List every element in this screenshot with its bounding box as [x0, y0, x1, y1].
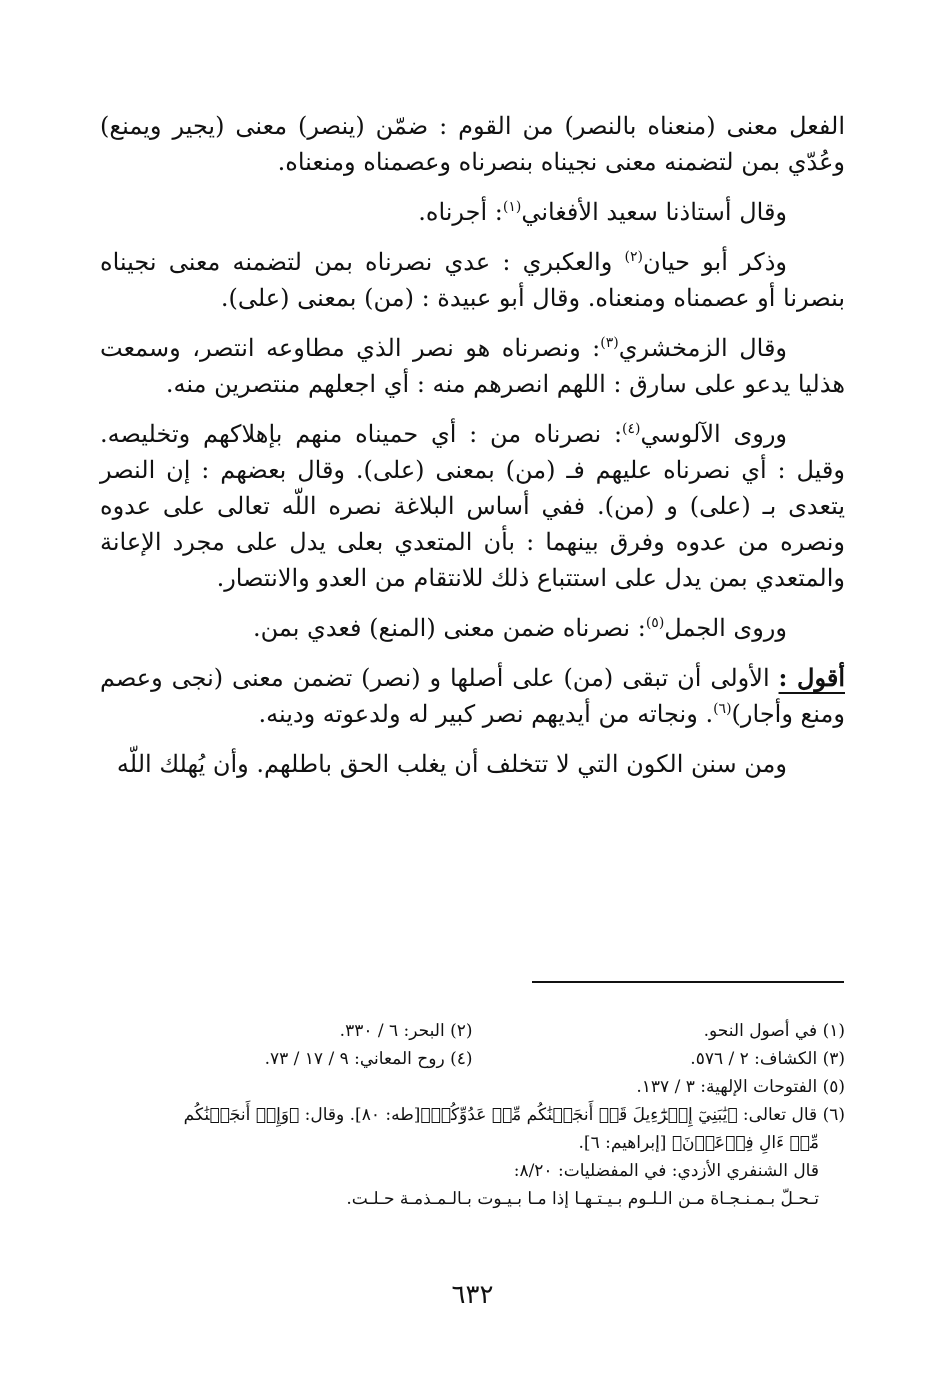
footnote-row: [100, 1017, 845, 1045]
footnote-3: (٣) الكشاف: ٢ / ٥٧٦.: [690, 1049, 845, 1069]
paragraph-3: وذكر أبو حيان$^{(٢)}$ والعكبري : عدي نصرناه بمن لتضمنه معنى نجيناه بنصرنا أو عصمناه ومنعناه. وقال أبو عبيدة : (من) بمعنى (على).: [100, 248, 845, 312]
footnote-2: (٢) البحر: ٦ / ٣٣٠.: [339, 1021, 473, 1041]
paragraph-6: وروى الجمل$^{(٥)}$: نصرناه ضمن معنى (المنع) فعدي بمن.: [252, 614, 787, 642]
footnote-6: (٦) قال تعالى: ﴿يَٰبَنِيٓ إِسۡرَٰٓءِيلَ قَدۡ أَنجَيۡنَٰكُم مِّنۡ عَدُوِّكُمۡ﴾[طه: ٨٠]. وقال: ﴿وَإِذۡ أَنجَيۡنَٰكُم: [183, 1105, 845, 1125]
paragraph-8: ومن سنن الكون التي لا تتخلف أن يغلب الحق باطلهم. وأن يُهلك اللّه: [116, 750, 787, 778]
first-word: أقول :: [778, 663, 845, 692]
footnote-row: [100, 1045, 845, 1073]
footnote-ref-6[interactable]: (٦): [713, 701, 732, 717]
footnote-separator: [532, 981, 844, 983]
footnote-4: (٤) روح المعاني: ٩ / ١٧ / ٧٣.: [264, 1049, 473, 1069]
footnote-5: (٥) الفتوحات الإلهية: ٣ / ١٣٧.: [636, 1077, 845, 1097]
page-number: ٦٣٢: [451, 1280, 494, 1310]
footnote-ref-2[interactable]: (٢): [624, 249, 643, 265]
paragraph-1: الفعل معنى (منعناه بالنصر) من القوم : ضمّن (ينصر) معنى (يجير ويمنع) وعُدّي بمن لتضمنه معنى نجيناه بنصرناه وعصمناه ومنعناه.: [100, 112, 845, 176]
paragraph-5: وروى الآلوسي$^{(٤)}$: نصرناه من : أي حميناه منهم بإهلاكهم وتخليصه. وقيل : أي نصرناه عليهم فـ (من) بمعنى (على). وقال بعضهم : إن النصر يتعدى بـ (على) و (من). ففي أساس البلاغة نصره اللّه تعالى على عدوه ونصره من عدوه وفرق بينهما : بأن المتعدي بعلى يدل على مجرد الإعانة والمتعدي بمن يدل على استتباع ذلك للانتقام من العدو والانتصار.: [100, 420, 845, 592]
main-text: [100, 108, 845, 796]
footnotes: [100, 1017, 845, 1213]
footnote-1: (١) في أصول النحو.: [703, 1021, 845, 1041]
footnote-ref-1[interactable]: (١): [502, 199, 522, 215]
paragraph-7: أقول : الأولى أن تبقى (من) على أصلها و (نصر) تضمن معنى (نجى وعصم ومنع وأجار)$^{(٦)}$. ونجاته من أيديهم نصر كبير له ولدعوته ودينه.: [100, 663, 845, 728]
footnote-6-continued: مِّنۡ ءَالِ فِرۡعَوۡنَ﴾ [إبراهيم: ٦].: [578, 1133, 819, 1153]
footnote-ref-5[interactable]: (٥): [645, 615, 665, 631]
paragraph-4: وقال الزمخشري$^{(٣)}$: ونصرناه هو نصر الذي مطاوعه انتصر، وسمعت هذليا يدعو على سارق : اللهم انصرهم منه : أي اجعلهم منتصرين منه.: [100, 334, 845, 398]
footnote-6-citation: قال الشنفري الأزدي: في المفضليات: ٨/٢٠:: [513, 1161, 819, 1181]
footnote-ref-3[interactable]: (٣): [600, 335, 619, 351]
footnote-ref-4[interactable]: (٤): [622, 421, 641, 437]
footnote-6-verse: تـحـلّ بـمـنـجـاة مـن الـلـوم بـيـتـهـا إذا مـا بـيـوت بـالـمـذمـة حـلـت.: [346, 1189, 819, 1209]
paragraph-2: وقال أستاذنا سعيد الأفغاني$^{(١)}$: أجرناه.: [418, 198, 787, 226]
